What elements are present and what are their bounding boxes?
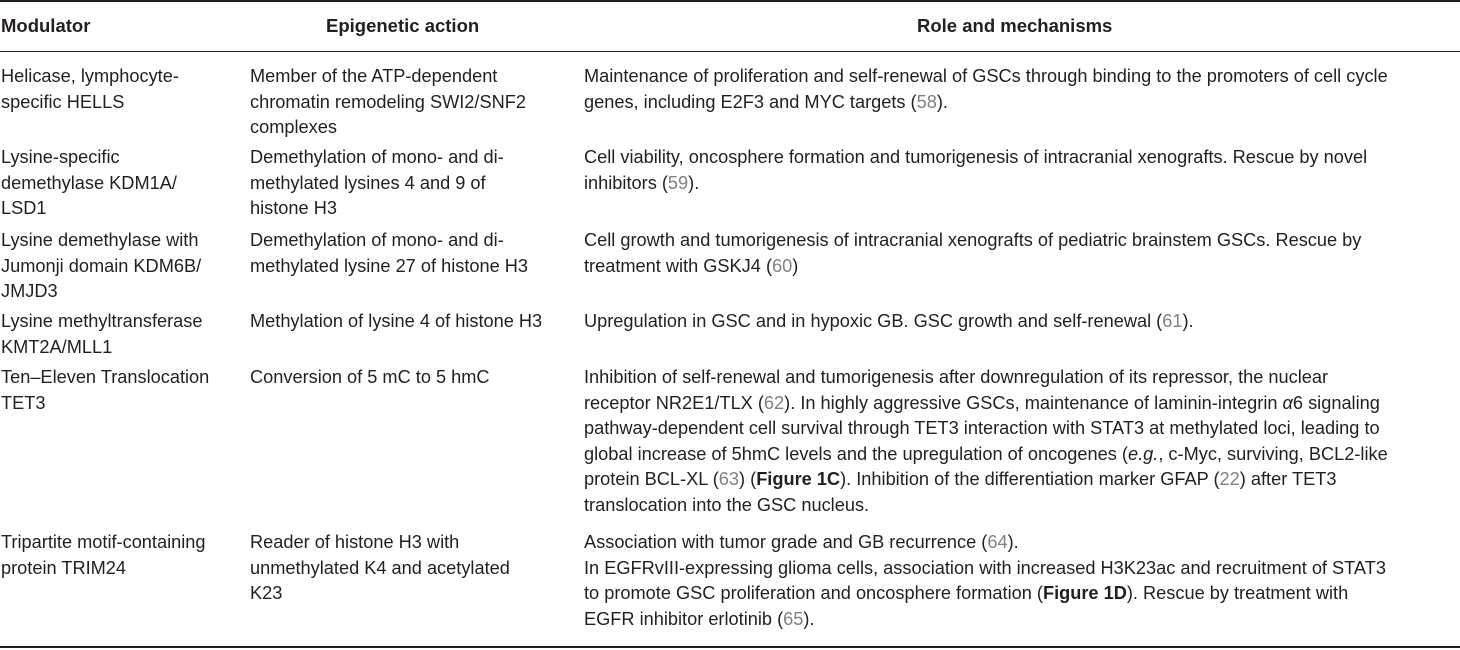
header-epigenetic-action: Epigenetic action — [326, 15, 480, 36]
cell-line: Reader of histone H3 with — [250, 532, 460, 552]
citation-ref: 64 — [987, 532, 1008, 552]
cell-line: Methylation of lysine 4 of histone H3 — [250, 311, 543, 331]
cell-action — [250, 365, 490, 391]
cell-role — [584, 309, 1194, 335]
cell-line: Conversion of 5 mC to 5 hmC — [250, 367, 490, 387]
cell-action — [250, 145, 504, 222]
figure-ref: Figure 1C — [756, 469, 841, 489]
cell-line: K23 — [250, 583, 283, 603]
cell-line: Demethylation of mono- and di- — [250, 230, 504, 250]
cell-line: Lysine methyltransferase — [1, 311, 203, 331]
cell-line: treatment with GSKJ4 (60) — [584, 255, 799, 276]
cell-modulator — [1, 365, 209, 416]
citation-ref: 60 — [772, 255, 793, 276]
cell-modulator — [1, 228, 201, 305]
cell-line: unmethylated K4 and acetylated — [250, 557, 510, 578]
cell-line: Lysine-specific — [1, 147, 120, 167]
cell-line: JMJD3 — [1, 281, 58, 301]
citation-ref: 65 — [783, 608, 804, 629]
citation-ref: 58 — [916, 91, 937, 112]
cell-line: Tripartite motif-containing — [1, 532, 206, 552]
cell-line: pathway-dependent cell survival through TET3 interaction with STAT3 at methylated loci, leading to — [584, 418, 1380, 438]
cell-role — [584, 228, 1361, 279]
cell-modulator — [1, 530, 206, 581]
cell-line: Cell viability, oncosphere formation and tumorigenesis of intracranial xenografts. Rescue by novel — [584, 147, 1368, 167]
header-role: Role and mechanisms — [917, 15, 1113, 36]
cell-line: complexes — [250, 117, 337, 137]
cell-line: Association with tumor grade and GB recurrence (64). — [584, 532, 1019, 552]
cell-line: translocation into the GSC nucleus. — [584, 494, 870, 515]
figure-ref: Figure 1D — [1042, 583, 1127, 603]
cell-line: methylated lysine 27 of histone H3 — [250, 255, 529, 276]
cell-line: Ten–Eleven Translocation — [1, 367, 210, 387]
citation-ref: 61 — [1162, 311, 1183, 331]
cell-modulator — [1, 309, 203, 360]
cell-line: global increase of 5hmC levels and the upregulation of oncogenes (e.g., c-Myc, surviving, BCL2-like — [584, 443, 1388, 464]
cell-line: KMT2A/MLL1 — [1, 336, 113, 357]
header-rule — [0, 51, 1460, 52]
cell-line: In EGFRvIII-expressing glioma cells, association with increased H3K23ac and recruitment of STAT3 — [584, 557, 1386, 578]
cell-line: Helicase, lymphocyte- — [1, 66, 179, 86]
italic-text: e.g. — [1127, 443, 1159, 464]
cell-line: Inhibition of self-renewal and tumorigenesis after downregulation of its repressor, the nuclear — [584, 367, 1329, 387]
cell-line: Lysine demethylase with — [1, 230, 199, 250]
cell-line: Jumonji domain KDM6B/ — [1, 255, 202, 276]
cell-line: Cell growth and tumorigenesis of intracranial xenografts of pediatric brainstem GSCs. Rescue by — [584, 230, 1362, 250]
citation-ref: 62 — [763, 392, 785, 413]
citation-ref: 63 — [718, 469, 740, 489]
cell-line: methylated lysines 4 and 9 of — [250, 172, 486, 193]
cell-line: EGFR inhibitor erlotinib (65). — [584, 608, 815, 629]
cell-line: Upregulation in GSC and in hypoxic GB. GSC growth and self-renewal (61). — [584, 311, 1194, 331]
cell-line: to promote GSC proliferation and oncosphere formation (Figure 1D). Rescue by treatment with — [584, 583, 1349, 603]
cell-line: Member of the ATP-dependent — [250, 66, 498, 86]
cell-line: receptor NR2E1/TLX (62). In highly aggressive GSCs, maintenance of laminin-integrin α6 signaling — [584, 392, 1380, 413]
cell-line: protein TRIM24 — [1, 557, 127, 578]
cell-line: Demethylation of mono- and di- — [250, 147, 504, 167]
cell-line: Maintenance of proliferation and self-renewal of GSCs through binding to the promoters of cell cycle — [584, 66, 1388, 86]
bottom-rule — [0, 646, 1460, 648]
citation-ref: 59 — [667, 172, 689, 193]
cell-line: inhibitors (59). — [584, 172, 700, 193]
italic-text: α — [1282, 392, 1293, 413]
citation-ref: 22 — [1219, 469, 1240, 489]
header-modulator: Modulator — [1, 15, 91, 36]
cell-role — [584, 365, 1388, 518]
cell-line: genes, including E2F3 and MYC targets (58). — [584, 91, 948, 112]
cell-role — [584, 145, 1367, 196]
cell-line: protein BCL-XL (63) (Figure 1C). Inhibition of the differentiation marker GFAP (22) after TET3 — [584, 469, 1337, 489]
cell-role — [584, 64, 1388, 115]
table-header — [0, 0, 1460, 52]
cell-role — [584, 530, 1386, 632]
cell-modulator — [1, 145, 177, 222]
cell-action — [250, 228, 528, 279]
cell-line: chromatin remodeling SWI2/SNF2 — [250, 91, 526, 112]
cell-line: TET3 — [1, 392, 46, 413]
cell-action — [250, 64, 526, 141]
cell-action — [250, 309, 542, 335]
cell-action — [250, 530, 510, 607]
cell-line: histone H3 — [250, 198, 337, 218]
cell-modulator — [1, 64, 179, 115]
cell-line: specific HELLS — [1, 91, 125, 112]
cell-line: demethylase KDM1A/ — [1, 172, 177, 193]
cell-line: LSD1 — [1, 198, 47, 218]
